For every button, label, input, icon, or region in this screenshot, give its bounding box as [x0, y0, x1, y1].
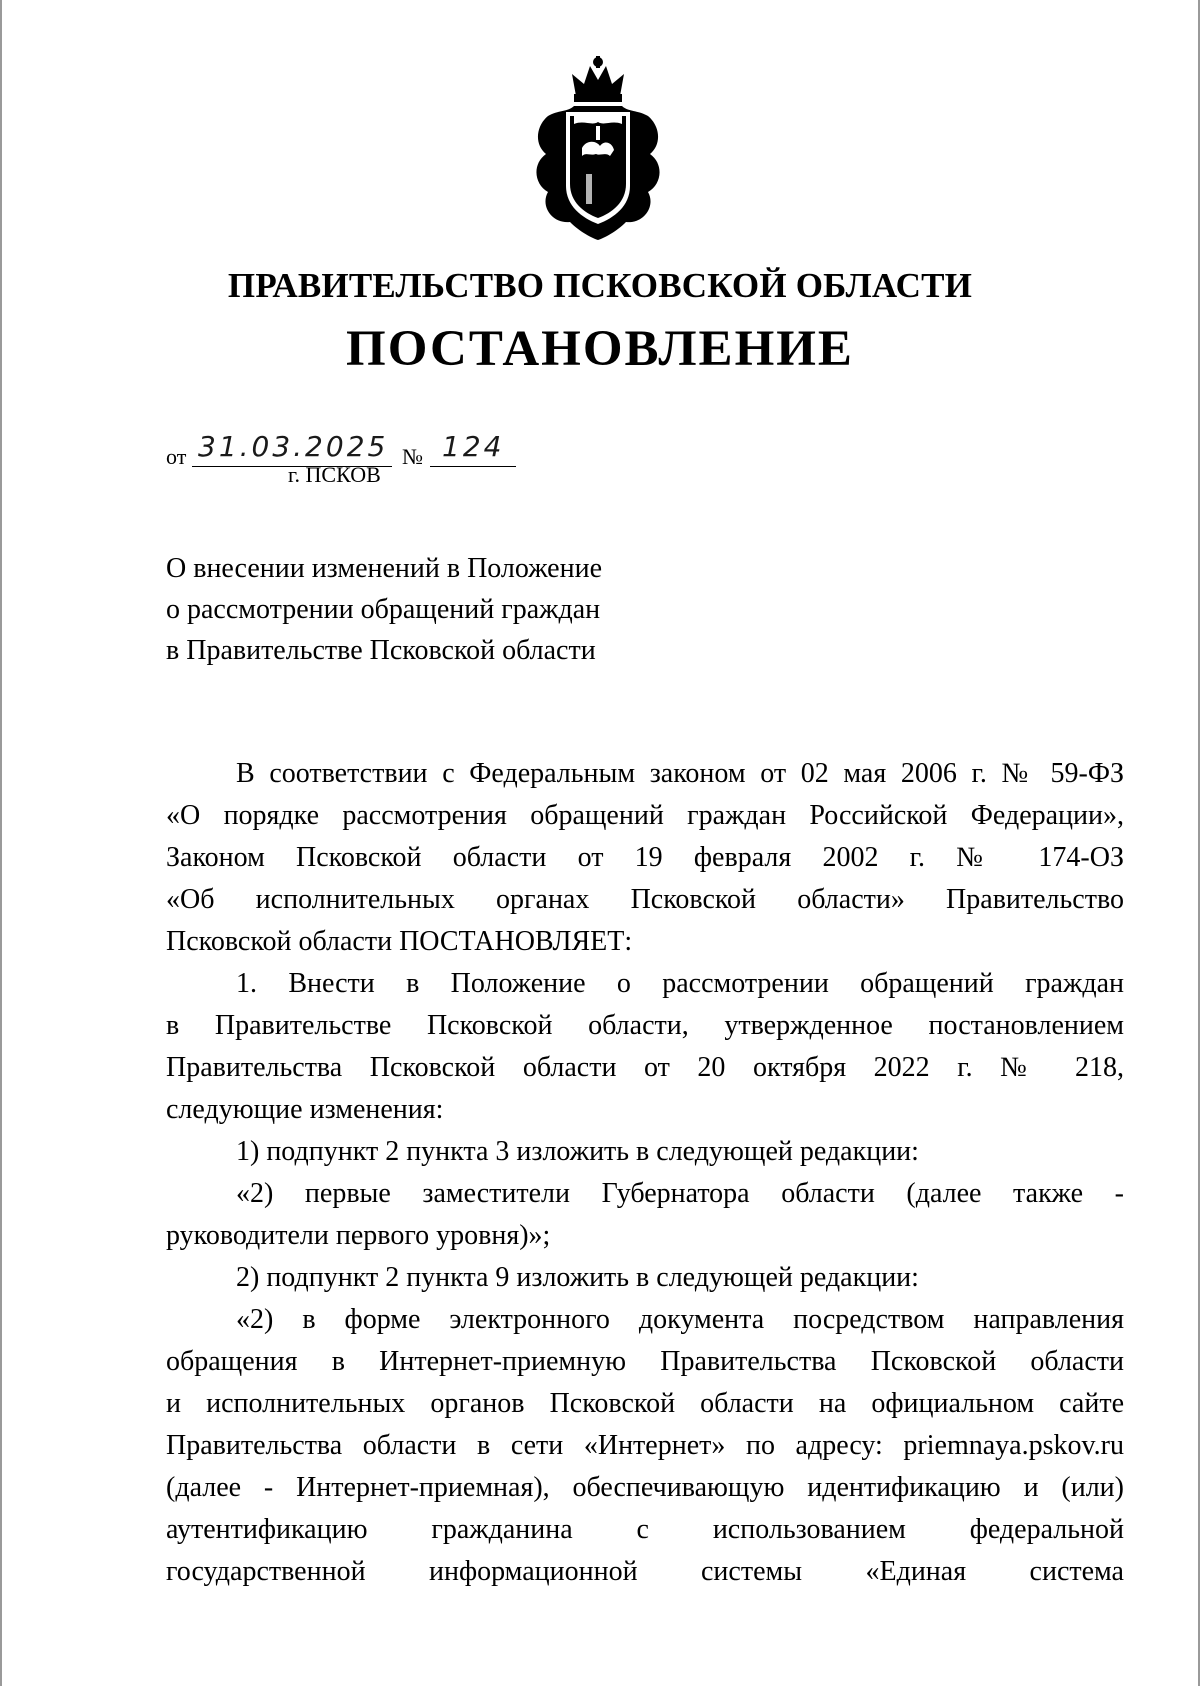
body-line: аутентификацию гражданина с использованием федеральной [166, 1514, 1124, 1545]
body-line: «2) первые заместители Губернатора области (далее также - [236, 1178, 1124, 1209]
body-line: «Об исполнительных органах Псковской области» Правительство [166, 884, 1124, 915]
body-line: руководители первого уровня)»; [166, 1220, 551, 1251]
body-line: и исполнительных органов Псковской области на официальном сайте [166, 1388, 1124, 1419]
body-line: 2) подпункт 2 пункта 9 изложить в следующей редакции: [236, 1262, 919, 1293]
number-prefix: № [402, 444, 423, 469]
document-type-title: ПОСТАНОВЛЕНИЕ [346, 321, 854, 377]
body-line: государственной информационной системы «Единая система [166, 1556, 1124, 1587]
body-line: 1) подпункт 2 пункта 3 изложить в следующей редакции: [236, 1136, 919, 1167]
subject-line: О внесении изменений в Положение [166, 553, 603, 584]
body-line: Правительства Псковской области от 20 октября 2022 г. № 218, [166, 1052, 1124, 1083]
body-line: Правительства области в сети «Интернет» по адресу: priemnaya.pskov.ru [166, 1430, 1124, 1461]
date-prefix: от [166, 444, 187, 469]
authority-title: ПРАВИТЕЛЬСТВО ПСКОВСКОЙ ОБЛАСТИ [227, 266, 973, 305]
body-line: Псковской области ПОСТАНОВЛЯЕТ: [166, 926, 633, 957]
body-line: 1. Внести в Положение о рассмотрении обращений граждан [236, 968, 1124, 999]
subject-line: о рассмотрении обращений граждан [166, 594, 601, 625]
body-line: в Правительстве Псковской области, утвержденное постановлением [166, 1010, 1124, 1041]
body-line: следующие изменения: [166, 1094, 444, 1125]
number-value: 124 [442, 430, 505, 463]
body-line: (далее - Интернет-приемная), обеспечивающую идентификацию и (или) [166, 1472, 1124, 1503]
subject-line: в Правительстве Псковской области [166, 635, 596, 666]
number-underline [430, 466, 516, 467]
body-line: В соответствии с Федеральным законом от 02 мая 2006 г. № 59-ФЗ [236, 758, 1124, 789]
body-line: обращения в Интернет-приемную Правительства Псковской области [166, 1346, 1124, 1377]
city-label: г. ПСКОВ [288, 462, 381, 487]
pskov-coat-of-arms-icon [526, 56, 670, 240]
scan-edge-left [0, 0, 2, 1686]
date-value: 31.03.2025 [198, 430, 389, 463]
body-line: «2) в форме электронного документа посредством направления [236, 1304, 1124, 1335]
document-subject [166, 548, 602, 671]
body-line: Законом Псковской области от 19 февраля 2002 г. № 174-ОЗ [166, 842, 1124, 873]
body-line: «О порядке рассмотрения обращений граждан Российской Федерации», [166, 800, 1124, 831]
